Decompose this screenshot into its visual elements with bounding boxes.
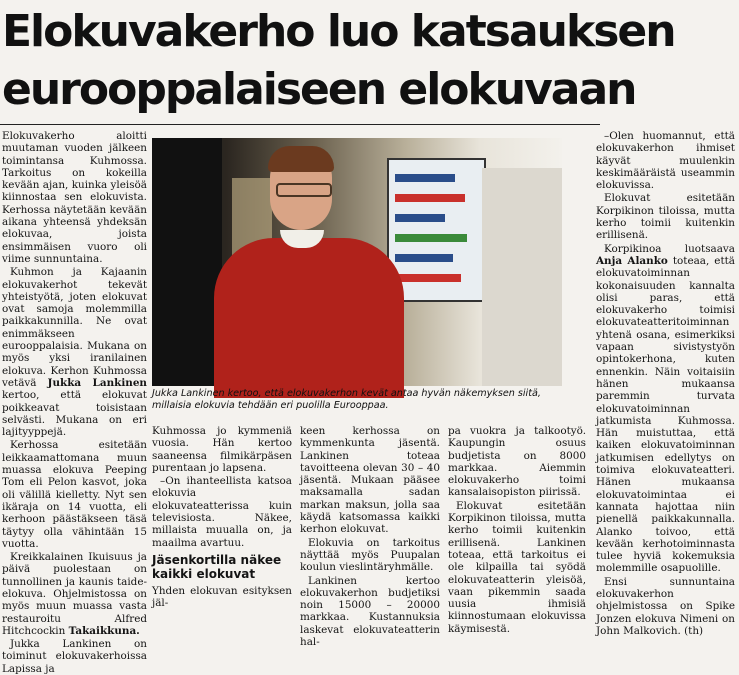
col2-para-3: Yhden elokuvan esityksen jäl- <box>152 584 292 610</box>
col1-para-1: Elokuvakerho aloitti muutaman vuoden jälkeen toimintansa Kuhmossa. Tarkoitus on kokeilla kevään ajan, kuinka yleisöä kiinnostaa sen elokuvista. Kerhossa näytetään kevään aikana yhteensä yhdeksän elokuvaa, joista ensimmäisen vuoro oli viime sunnuntaina. <box>2 130 147 265</box>
col1-para-2: Kuhmon ja Kajaanin elokuvakerhot tekevät yhteistyötä, joten elokuvat ovat samoja molemmilla paikkakunnilla. Ne ovat enimmäkseen eurooppalaisia. Mukana on myös yksi iranilainen elokuva. Kerhon Kuhmossa vetävä Jukka Lankinen kertoo, että elokuvat poikkeavat toisistaan selvästi. Mukana on eri lajityyppejä. <box>2 266 147 439</box>
col5-para-2: Elokuvat esitetään Korpikinon tiloissa, mutta kerho toimii kuitenkin erillisenä. <box>596 192 735 242</box>
col5-para-1: –Olen huomannut, että elokuvakerhon ihmiset käyvät muulenkin keskimääräistä useammin elokuvissa. <box>596 130 735 192</box>
col3-para-2: Elokuvia on tarkoitus näyttää myös Puupalan koulun vieslintäryhmälle. <box>300 536 440 574</box>
subheading: Jäsenkortilla näkee kaikki elokuvat <box>152 552 282 581</box>
article-column-3 <box>300 425 440 649</box>
col1-para-4: Kreikkalainen Ikuisuus ja päivä puolestaan on tunnollinen ja kaunis taide-elokuva. Ohjelmistossa on myös muun muassa vasta restauroitu Alfred Hitchcockin Takaikkuna. <box>2 551 147 637</box>
col4-para-2: Elokuvat esitetään Korpikinon tiloissa, mutta kerho toimii kuitenkin erillisenä. Lankinen toteaa, että tarkoitus ei ole kilpailla tai syödä elokuvateatterin yleisöä, vaan pikemmin saada uusia ihmisiä kiinnostumaan elokuvissa käymisestä. <box>448 499 586 635</box>
title-takaikkuna: Takaikkuna. <box>68 624 140 637</box>
col3-para-1: keen kerhossa on kymmenkunta jäsentä. Lankinen toteaa tavoitteena olevan 30 – 40 jäsentä. Mukaan pääsee maksamalla sadan markan maksun, jolla saa käydä katsomassa kaikki kerhon elokuvat. <box>300 425 440 536</box>
top-rule <box>0 124 600 125</box>
col5-para-4: Ensi sunnuntaina elokuvakerhon ohjelmistossa on Spike Jonzen elokuva Nimeni on John Malkovich. (th) <box>596 575 735 637</box>
article-column-4 <box>448 425 586 635</box>
col1-para-5: Jukka Lankinen on toiminut elokuvakerhoissa Lapissa ja <box>2 638 147 675</box>
col2-para-2: –On ihanteellista katsoa elokuvia elokuvateatterissa kuin televisiosta. Näkee, millaista muualla on, ja maailma avartuu. <box>152 475 292 549</box>
col1-para-3: Kerhossa esitetään leikkaamattomana muun muassa elokuva Peeping Tom eli Pelon kasvot, joka oli välillä kielletty. Nyt sen ikäraja on 14 vuotta, eli kerhoon päästäkseen täsä täytyy olla vähintään 15 vuotta. <box>2 439 147 550</box>
article-column-5 <box>596 130 735 637</box>
headline-line-2: eurooppalaiseen elokuvaan <box>2 64 636 115</box>
name-anja-alanko: Anja Alanko <box>596 254 668 267</box>
article-column-1 <box>2 130 147 675</box>
article-photo <box>152 138 562 386</box>
headline-line-1: Elokuvakerho luo katsauksen <box>2 6 675 57</box>
col5-para-3: Korpikinoa luotsaava Anja Alanko toteaa, että elokuvatoiminnan kokonaisuuden kannalta olisi paras, että elokuvakerho toimisi elokuvateatteritoiminnan yhtenä osana, esimerkiksi vapaan sivistystyön opintokerhona, kuten ennenkin. Näin voitaisiin hänen mukaansa paremmin turvata elokuvatoiminnan jatkumista Kuhmossa. Hän muistuttaa, että kaiken elokuvatoiminnan jatkumisen edellytys on toimiva elokuvateatteri. Hänen mukaansa elokuvatoimintaa ei kannata hajottaa niin pienellä paikkakunnalla. Alanko toivoo, että kevään kerhotoiminnasta tulee hyviä kokemuksia molemmille osapuolille. <box>596 242 735 575</box>
col4-para-1: pa vuokra ja talkootyö. Kaupungin osuus budjetista on 8000 markkaa. Aiemmin elokuvakerho toimi kansalaisopiston piirissä. <box>448 425 586 499</box>
name-jukka-lankinen: Jukka Lankinen <box>47 376 147 389</box>
col2-para-1: Kuhmossa jo kymmeniä vuosia. Hän kertoo saaneensa filmikärpäsen purentaan jo lapsena. <box>152 425 292 474</box>
col3-para-3: Lankinen kertoo elokuvakerhon budjetiksi noin 15000 – 20000 markkaa. Kustannuksia laskevat elokuvateatterin hal- <box>300 574 440 649</box>
article-column-2 <box>152 425 292 621</box>
photo-caption: Jukka Lankinen kertoo, että elokuvakerhon kevät antaa hyvän näkemyksen siitä, millaisia elokuvia tehdään eri puolilla Eurooppaa. <box>152 388 541 411</box>
